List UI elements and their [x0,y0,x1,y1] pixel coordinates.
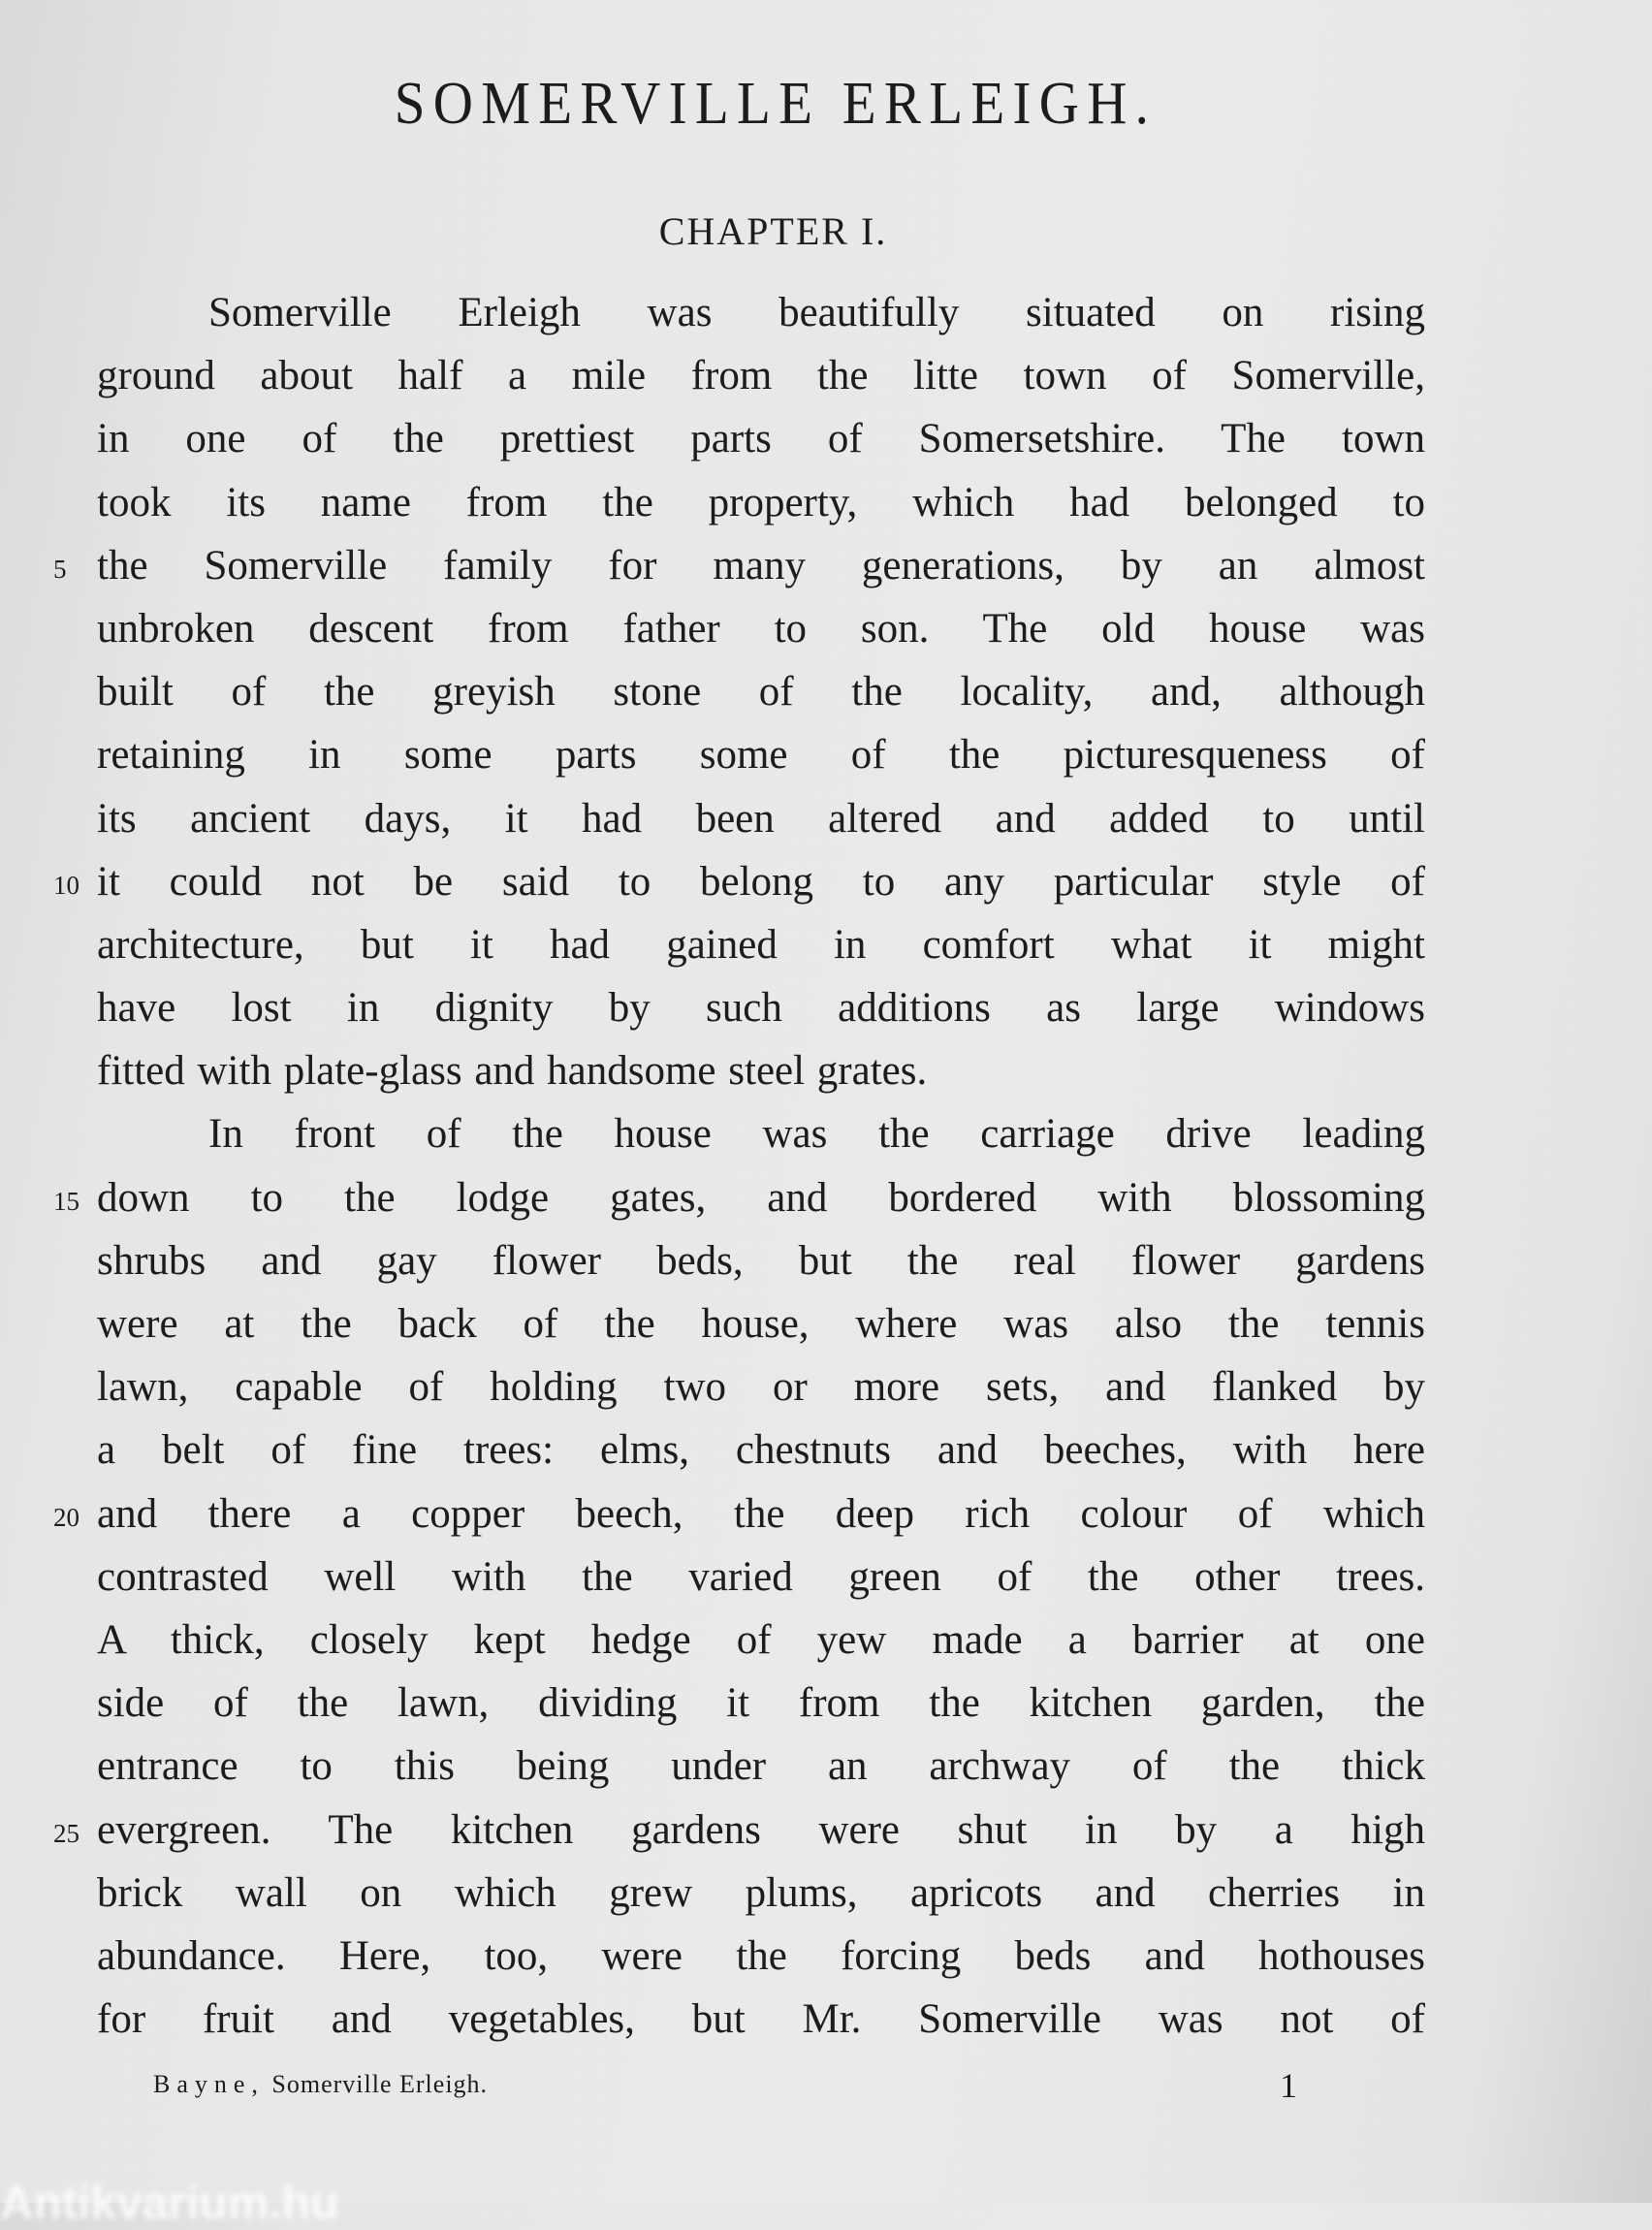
line-number: 20 [53,1502,79,1532]
footer-book: Somerville Erleigh. [271,2070,489,2098]
line-text: in one of the prettiest parts of Somersetshire. The town [97,416,1425,462]
text-line [97,597,1425,660]
text-line [97,723,1425,786]
line-text: unbroken descent from father to son. The old house was [97,605,1425,652]
line-text: and there a copper beech, the deep rich colour of which [97,1490,1425,1537]
line-text: entrance to this being under an archway of the thick [97,1743,1425,1790]
text-line [53,534,1425,597]
line-number: 10 [53,870,79,900]
line-number: 5 [53,554,67,584]
text-line [97,1862,1425,1925]
book-title: SOMERVILLE ERLEIGH. [394,71,1158,137]
watermark: Antikvarium.hu [0,2178,339,2229]
footer-author: Bayne, [153,2070,265,2098]
line-text: A thick, closely kept hedge of yew made a barrier at one [97,1616,1425,1663]
text-line [97,1418,1425,1481]
text-line [97,1355,1425,1418]
line-text: abundance. Here, too, were the forcing beds and hothouses [97,1932,1425,1979]
line-text: built of the greyish stone of the locality, and, although [97,669,1425,716]
line-text: the Somerville family for many generations, by an almost [97,542,1425,589]
text-line [97,1609,1425,1672]
text-line [53,1799,1425,1862]
line-text: down to the lodge gates, and bordered with blossoming [97,1174,1425,1221]
line-text: have lost in dignity by such additions as large windows [97,985,1425,1032]
text-line [97,1925,1425,1988]
text-line [97,407,1425,470]
line-text: shrubs and gay flower beds, but the real flower gardens [97,1237,1425,1284]
text-line [97,1988,1425,2051]
text-line [97,1735,1425,1798]
line-text: contrasted well with the varied green of the other trees. [97,1553,1425,1600]
line-text: were at the back of the house, where was also the tennis [97,1301,1425,1347]
text-line [97,1102,1425,1165]
line-text: its ancient days, it had been altered and added to until [97,795,1425,842]
text-line [97,1039,1425,1102]
line-text: for fruit and vegetables, but Mr. Somerville was not of [97,1996,1425,2043]
line-text: In front of the house was the carriage drive leading [208,1111,1425,1158]
line-text: took its name from the property, which had belonged to [97,479,1425,526]
line-number: 15 [53,1186,79,1216]
line-text: retaining in some parts some of the picturesqueness of [97,732,1425,779]
text-line [53,1166,1425,1229]
page-number: 1 [1280,2066,1297,2105]
footer-signature [153,2070,488,2099]
line-text: brick wall on which grew plums, apricots and cherries in [97,1869,1425,1916]
line-text: fitted with plate-glass and handsome steel grates. [97,1048,928,1095]
line-text: architecture, but it had gained in comfort what it might [97,921,1425,968]
text-line [97,1545,1425,1609]
line-text: a belt of fine trees: elms, chestnuts and beeches, with here [97,1427,1425,1474]
chapter-heading: CHAPTER I. [658,209,888,253]
text-line [97,1229,1425,1292]
line-text: Somerville Erleigh was beautifully situated on rising [208,290,1425,335]
line-text: side of the lawn, dividing it from the kitchen garden, the [97,1680,1425,1727]
text-line [97,787,1425,850]
line-text: lawn, capable of holding two or more sets, and flanked by [97,1364,1425,1411]
line-text: evergreen. The kitchen gardens were shut in by a high [97,1806,1425,1853]
text-line [97,281,1425,344]
page-body [53,281,1425,2051]
text-line [97,471,1425,534]
line-number: 25 [53,1818,79,1848]
text-line [97,976,1425,1039]
line-text: ground about half a mile from the litte town of Somerville, [97,353,1425,399]
text-line [97,913,1425,976]
line-text: it could not be said to belong to any particular style of [97,858,1425,905]
text-line [53,850,1425,913]
text-line [97,344,1425,407]
text-line [97,660,1425,723]
text-line [53,1482,1425,1545]
text-line [97,1672,1425,1735]
text-line [97,1292,1425,1355]
